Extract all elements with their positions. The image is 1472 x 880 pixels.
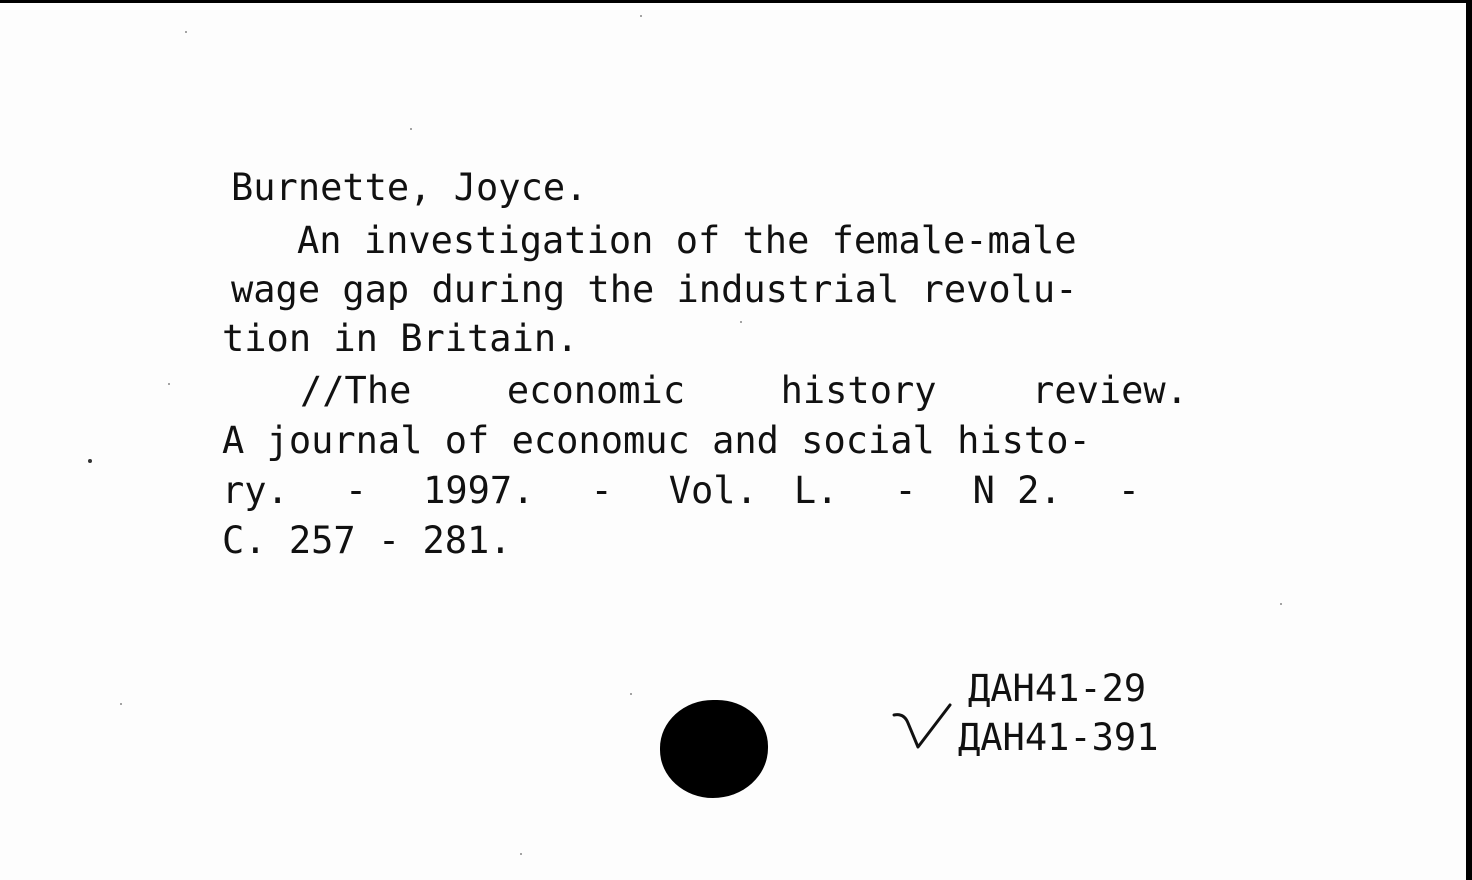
title-line-2: wage gap during the industrial revolu- [231,268,1078,311]
speck [640,15,642,17]
source-line-3 [222,469,1140,512]
source-token: 1997. [423,469,535,512]
author-name: Burnette, Joyce. [231,166,588,209]
source-word: //The [300,369,412,412]
speck [88,459,92,463]
source-word: history [780,369,937,412]
source-line-2: A journal of economuc and social histo- [222,419,1091,462]
source-token: N 2. [972,469,1062,512]
speck [168,383,170,385]
source-token: - [1117,469,1140,512]
speck [185,31,187,33]
source-token: Vol. [668,469,758,512]
shelf-code-1: ДАН41-29 [968,667,1147,710]
shelf-code-2: ДАН41-391 [958,716,1159,759]
source-token: - [590,469,613,512]
page-range: C. 257 - 281. [222,519,512,562]
speck [120,703,122,705]
source-token: - [894,469,917,512]
speck [410,128,412,130]
source-word: review. [1032,369,1188,412]
speck [630,693,632,695]
checkmark-icon [890,703,960,753]
source-line-1 [300,369,1188,412]
speck [1280,603,1282,605]
source-token: ry. [222,469,289,512]
title-line-3: tion in Britain. [222,317,579,360]
source-word: economic [506,369,686,412]
title-line-1: An investigation of the female-male [297,219,1077,262]
source-token: - [344,469,368,512]
speck [520,853,522,855]
punch-hole-icon [660,700,768,798]
source-token: L. [793,469,839,512]
speck [740,321,742,323]
